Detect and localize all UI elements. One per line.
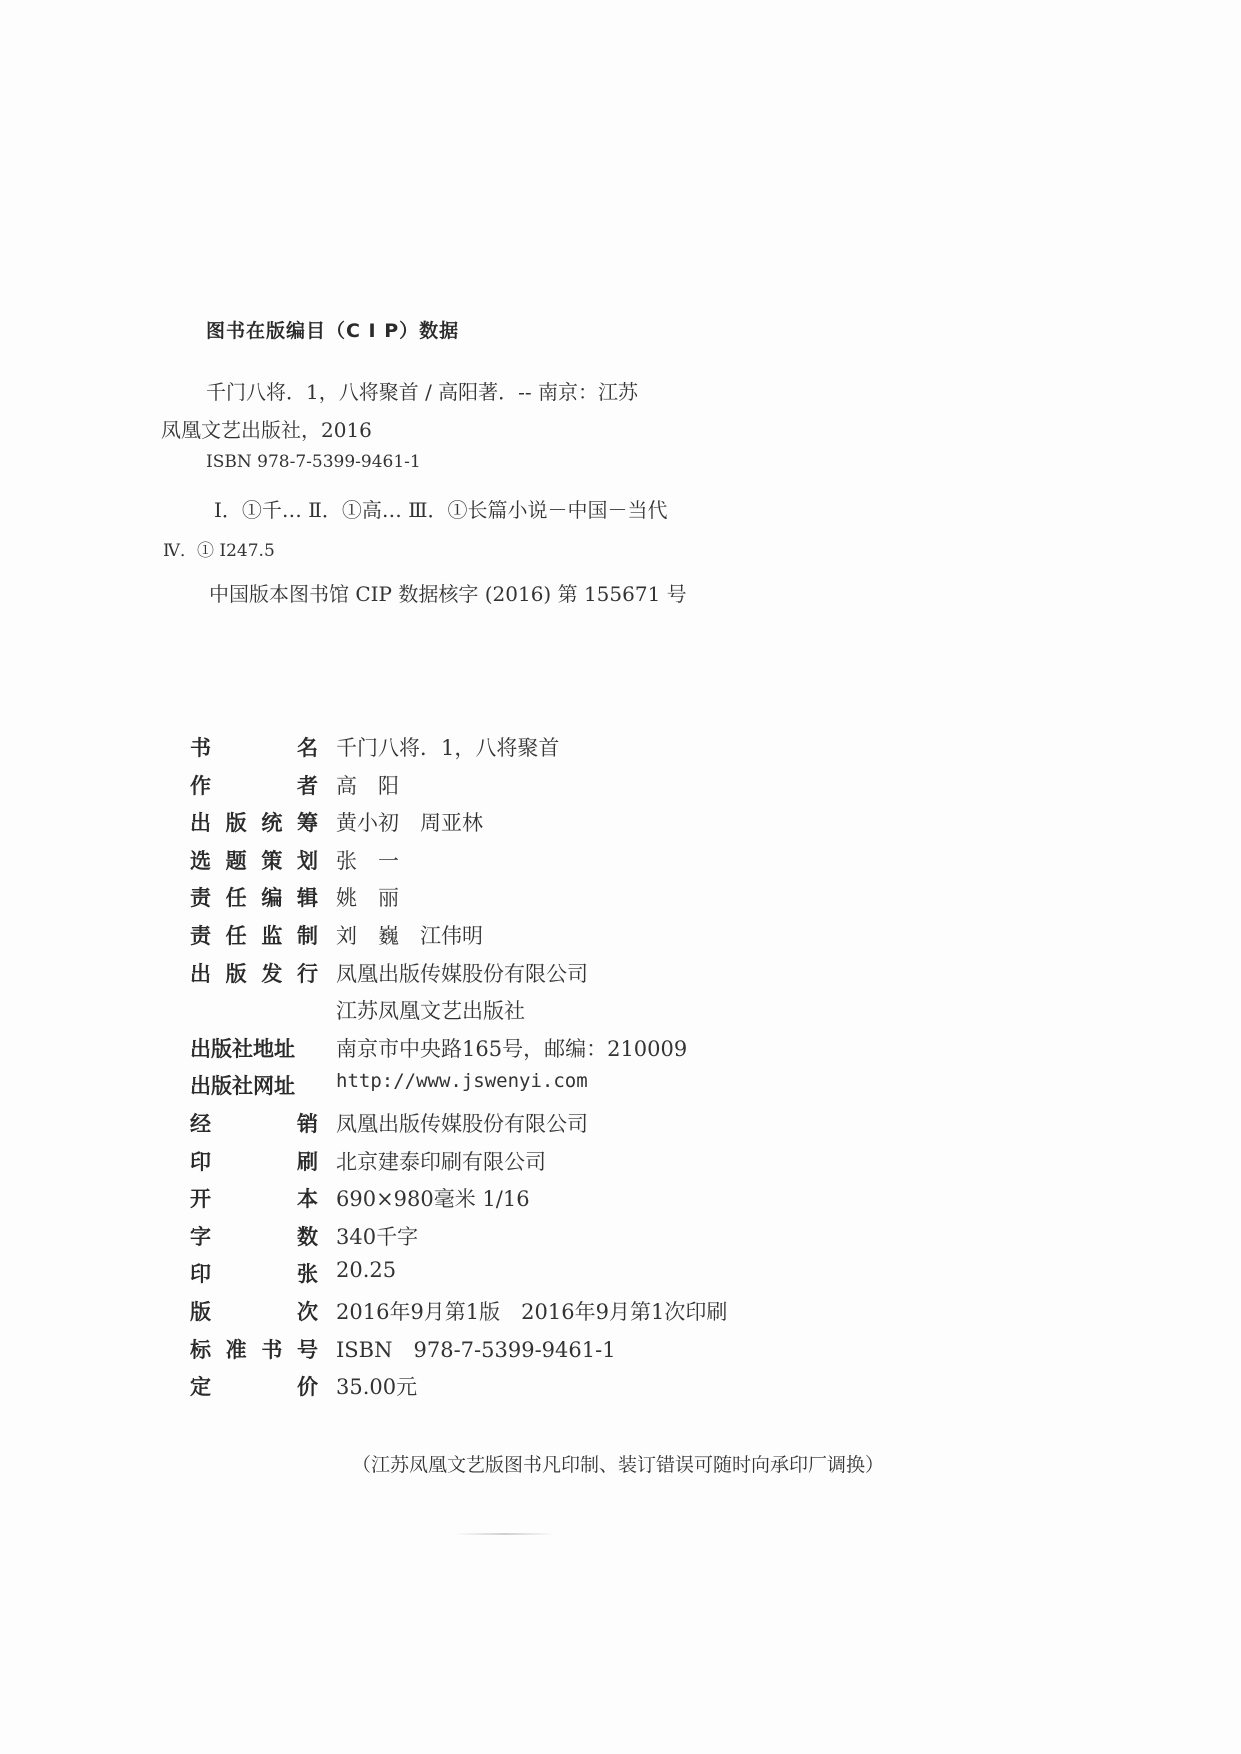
info-label-char: 价 [297, 1375, 318, 1399]
info-label [190, 845, 318, 875]
info-value: 千门八将．1，八将聚首 [336, 736, 560, 760]
info-label [190, 1258, 318, 1288]
scan-artifact [455, 1533, 555, 1535]
info-label-char: 书 [261, 1338, 283, 1362]
info-value: 690×980毫米 1/16 [336, 1187, 530, 1211]
info-value: 20.25 [336, 1258, 397, 1282]
cip-publisher-line: 凤凰文艺出版社，2016 [161, 418, 372, 442]
info-label [190, 1296, 318, 1326]
cip-title-line: 千门八将．1，八将聚首 / 高阳著．-- 南京：江苏 [206, 380, 639, 404]
info-label-char: 筹 [296, 811, 318, 835]
info-value: 凤凰出版传媒股份有限公司 [336, 962, 588, 986]
info-label-char: 统 [261, 811, 283, 835]
info-value: ISBN 978-7-5399-9461-1 [336, 1338, 616, 1362]
info-label-char: 监 [261, 924, 283, 948]
cip-classification-line: Ⅳ．① I247.5 [163, 541, 275, 561]
info-label-char: 任 [225, 886, 247, 910]
info-value: 2016年9月第1版 2016年9月第1次印刷 [336, 1300, 728, 1324]
info-value: 姚 丽 [336, 886, 399, 910]
info-label-char: 字 [190, 1225, 211, 1249]
info-label-char: 版 [225, 962, 247, 986]
info-value: 北京建泰印刷有限公司 [336, 1150, 546, 1174]
info-value: 35.00元 [336, 1375, 418, 1399]
info-label-char: 次 [297, 1300, 318, 1324]
info-label [190, 1371, 318, 1401]
info-label [190, 770, 318, 800]
info-label-char: 责 [190, 924, 211, 948]
info-label-char: 销 [297, 1112, 318, 1136]
info-label [190, 1108, 318, 1138]
cip-number-line: 中国版本图书馆 CIP 数据核字 (2016) 第 155671 号 [209, 582, 687, 606]
info-label-char: 本 [297, 1187, 318, 1211]
info-label-char: 准 [225, 1338, 247, 1362]
info-label [190, 1183, 318, 1213]
cip-subject-line: Ⅰ．①千… Ⅱ．①高… Ⅲ．①长篇小说－中国－当代 [214, 498, 668, 522]
info-label-char: 行 [296, 962, 318, 986]
info-label-char: 刷 [297, 1150, 318, 1174]
info-label-char: 标 [190, 1338, 211, 1362]
info-label-char: 开 [190, 1187, 211, 1211]
info-value: 高 阳 [336, 774, 399, 798]
info-label [190, 920, 318, 950]
info-label [190, 1070, 318, 1100]
info-label-char: 定 [190, 1375, 211, 1399]
info-label [190, 807, 318, 837]
info-label-char: 名 [297, 736, 318, 760]
info-label-char: 策 [261, 849, 283, 873]
info-label-char: 出版社地址 [190, 1037, 295, 1061]
info-label-char: 出 [190, 962, 211, 986]
info-label [190, 732, 318, 762]
info-label-char: 作 [190, 774, 211, 798]
info-label-char: 出 [190, 811, 211, 835]
info-label [190, 1033, 318, 1063]
info-label-char: 发 [261, 962, 283, 986]
info-label-char: 划 [296, 849, 318, 873]
info-label-char: 制 [296, 924, 318, 948]
info-label [190, 882, 318, 912]
info-label-char: 题 [225, 849, 247, 873]
info-label-char: 任 [225, 924, 247, 948]
info-label-char: 号 [296, 1338, 318, 1362]
info-value: 340千字 [336, 1225, 419, 1249]
info-label [190, 1146, 318, 1176]
footer-note: （江苏凤凰文艺版图书凡印制、装订错误可随时向承印厂调换） [352, 1454, 885, 1476]
cip-isbn-line: ISBN 978-7-5399-9461-1 [206, 452, 421, 472]
info-value: 黄小初 周亚林 [336, 811, 483, 835]
info-label-char: 印 [190, 1150, 211, 1174]
info-label-char: 辑 [296, 886, 318, 910]
info-label [190, 958, 318, 988]
info-label [190, 1221, 318, 1251]
info-label-char: 书 [190, 736, 211, 760]
info-label-char: 编 [261, 886, 283, 910]
info-label-char: 者 [297, 774, 318, 798]
info-label-char: 版 [225, 811, 247, 835]
info-label-char: 张 [297, 1262, 318, 1286]
info-label-char: 经 [190, 1112, 211, 1136]
info-value: 凤凰出版传媒股份有限公司 [336, 1112, 588, 1136]
info-value: 刘 巍 江伟明 [336, 924, 483, 948]
info-label-char: 出版社网址 [190, 1074, 295, 1098]
info-value: 南京市中央路165号，邮编：210009 [336, 1037, 688, 1061]
info-label-char: 数 [297, 1225, 318, 1249]
info-label-char: 选 [190, 849, 211, 873]
info-label [190, 1334, 318, 1364]
info-value: 张 一 [336, 849, 399, 873]
info-value: 江苏凤凰文艺出版社 [336, 999, 525, 1023]
info-label-char: 责 [190, 886, 211, 910]
info-label-char: 印 [190, 1262, 211, 1286]
info-value: http://www.jswenyi.com [336, 1070, 588, 1092]
info-label-char: 版 [190, 1300, 211, 1324]
cip-heading: 图书在版编目（C I P）数据 [206, 320, 460, 342]
